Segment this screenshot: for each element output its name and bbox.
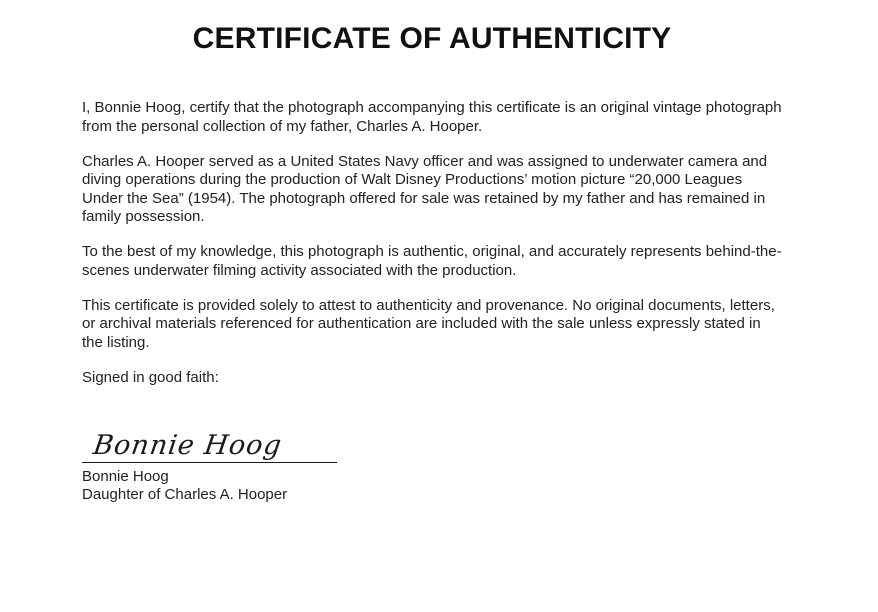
signature-block [82, 430, 782, 504]
signed-prompt: Signed in good faith: [82, 368, 219, 386]
certificate-body [82, 99, 782, 504]
signatory-name: Bonnie Hoog [82, 467, 169, 485]
paragraph-declaration: I, Bonnie Hoog, certify that the photograph accompanying this certificate is an original vintage photograph from the personal collection of my father, Charles A. Hooper. [82, 99, 782, 135]
paragraph-attestation: To the best of my knowledge, this photograph is authentic, original, and accurately represents behind-the-scenes underwater filming activity associated with the production. [82, 243, 782, 279]
paragraph-provenance: Charles A. Hooper served as a United States Navy officer and was assigned to underwater camera and diving operations during the production of Walt Disney Productions’ motion picture “20,000 Leagues Under the Sea” (1954). The photograph offered for sale was retained by my father and has remained in family possession. [82, 152, 768, 225]
signatory-relationship: Daughter of Charles A. Hooper [82, 485, 288, 503]
signature-handwriting: Bonnie Hoog [91, 430, 285, 461]
signature-line [82, 462, 337, 463]
certificate-title: CERTIFICATE OF AUTHENTICITY [192, 22, 672, 55]
paragraph-scope: This certificate is provided solely to attest to authenticity and provenance. No original documents, letters, or archival materials referenced for authentication are included with the sale unless expressly stated in the listing. [82, 296, 775, 351]
